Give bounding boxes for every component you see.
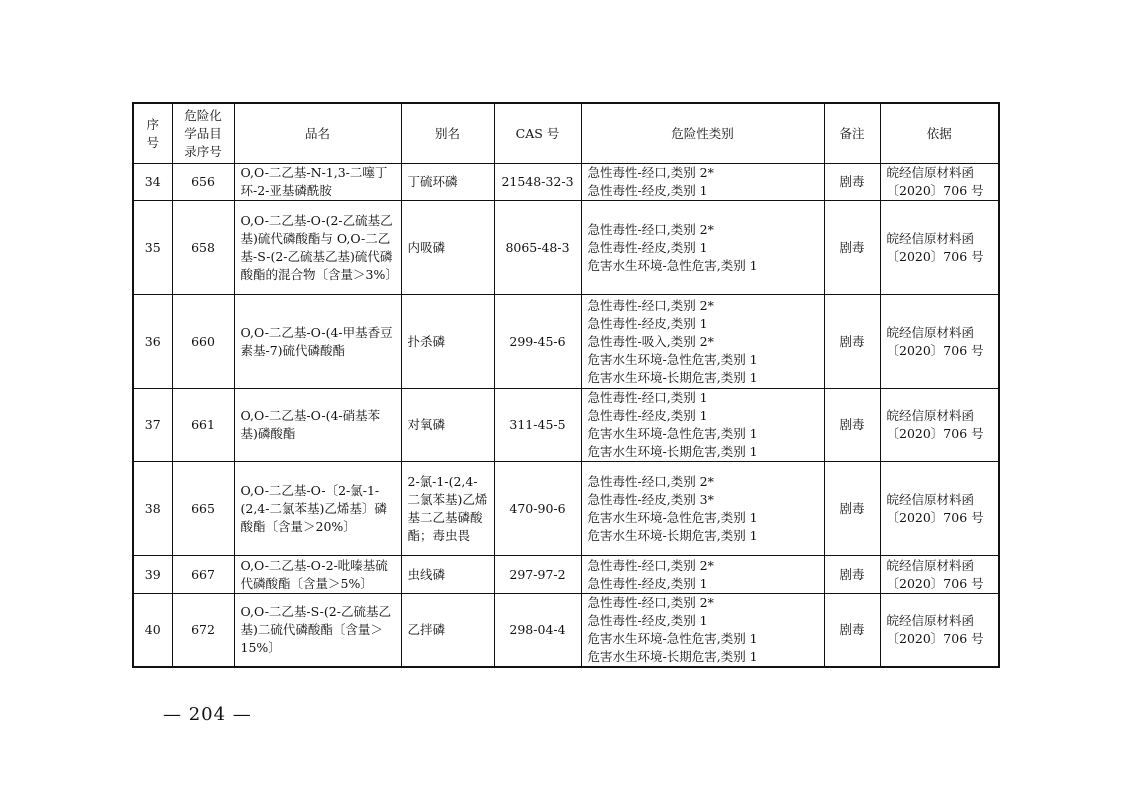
hazard-line: 危害水生环境-长期危害,类别 1 — [587, 649, 758, 664]
hazard-line: 急性毒性-经皮,类别 1 — [587, 575, 708, 591]
hazard-line: 危害水生环境-急性危害,类别 1 — [587, 631, 758, 646]
cell-basis: 皖经信原材料函〔2020〕706 号 — [880, 594, 999, 668]
cell-hazard — [581, 201, 824, 295]
cell-catalog-no: 665 — [172, 462, 234, 556]
cell-remark: 剧毒 — [824, 389, 880, 462]
hazard-line: 急性毒性-经口,类别 2* — [587, 221, 714, 237]
hazard-line: 急性毒性-经口,类别 2* — [587, 557, 714, 573]
cell-hazard — [581, 556, 824, 594]
cell-alias: 虫线磷 — [401, 556, 494, 594]
cell-catalog-no: 661 — [172, 389, 234, 462]
hazard-line: 急性毒性-经口,类别 1 — [587, 390, 708, 405]
cell-catalog-no: 658 — [172, 201, 234, 295]
chemical-table — [132, 102, 1000, 668]
hazard-line: 急性毒性-吸入,类别 2* — [587, 333, 714, 349]
cell-alias: 对氧磷 — [401, 389, 494, 462]
cell-name: O,O-二乙基-N-1,3-二噻丁环-2-亚基磷酰胺 — [234, 164, 401, 201]
cell-seq: 37 — [133, 389, 172, 462]
cell-name: O,O-二乙基-O-〔2-氯-1-(2,4-二氯苯基)乙烯基〕磷酸酯〔含量＞20%〕 — [234, 462, 401, 556]
cell-remark: 剧毒 — [824, 295, 880, 389]
cell-hazard — [581, 462, 824, 556]
cell-seq: 39 — [133, 556, 172, 594]
header-catalog-no: 危险化学品目录序号 — [172, 103, 234, 164]
cell-alias: 丁硫环磷 — [401, 164, 494, 201]
cell-basis: 皖经信原材料函〔2020〕706 号 — [880, 389, 999, 462]
hazard-line: 急性毒性-经皮,类别 1 — [587, 183, 708, 198]
hazard-line: 危害水生环境-长期危害,类别 1 — [587, 527, 758, 543]
cell-catalog-no: 667 — [172, 556, 234, 594]
cell-cas: 299-45-6 — [494, 295, 581, 389]
header-alias: 别名 — [401, 103, 494, 164]
table-body — [133, 164, 999, 668]
cell-remark: 剧毒 — [824, 201, 880, 295]
table-header-row — [133, 103, 999, 164]
hazard-line: 危害水生环境-长期危害,类别 1 — [587, 369, 758, 385]
cell-name: O,O-二乙基-O-(4-甲基香豆素基-7)硫代磷酸酯 — [234, 295, 401, 389]
page-number: — 204 — — [163, 704, 252, 725]
cell-cas: 297-97-2 — [494, 556, 581, 594]
hazard-line: 危害水生环境-长期危害,类别 1 — [587, 444, 758, 459]
cell-basis: 皖经信原材料函〔2020〕706 号 — [880, 164, 999, 201]
header-name: 品名 — [234, 103, 401, 164]
hazard-line: 急性毒性-经口,类别 2* — [587, 595, 714, 610]
cell-seq: 38 — [133, 462, 172, 556]
cell-cas: 8065-48-3 — [494, 201, 581, 295]
table-row — [133, 389, 999, 462]
table-row — [133, 164, 999, 201]
hazard-line: 急性毒性-经皮,类别 1 — [587, 239, 708, 255]
header-remark: 备注 — [824, 103, 880, 164]
hazard-line: 危害水生环境-急性危害,类别 1 — [587, 509, 758, 525]
cell-basis: 皖经信原材料函〔2020〕706 号 — [880, 295, 999, 389]
cell-alias: 内吸磷 — [401, 201, 494, 295]
table-row — [133, 295, 999, 389]
header-basis: 依据 — [880, 103, 999, 164]
table-row — [133, 556, 999, 594]
cell-hazard — [581, 164, 824, 201]
hazard-line: 危害水生环境-急性危害,类别 1 — [587, 351, 758, 367]
cell-seq: 36 — [133, 295, 172, 389]
cell-hazard — [581, 389, 824, 462]
header-cas: CAS 号 — [494, 103, 581, 164]
cell-cas: 311-45-5 — [494, 389, 581, 462]
hazard-line: 急性毒性-经口,类别 2* — [587, 165, 714, 180]
hazard-line: 危害水生环境-急性危害,类别 1 — [587, 257, 758, 273]
cell-name: O,O-二乙基-O-2-吡嗪基硫代磷酸酯〔含量＞5%〕 — [234, 556, 401, 594]
cell-alias: 扑杀磷 — [401, 295, 494, 389]
cell-remark: 剧毒 — [824, 164, 880, 201]
cell-alias: 乙拌磷 — [401, 594, 494, 668]
hazard-line: 急性毒性-经皮,类别 1 — [587, 315, 708, 331]
cell-basis: 皖经信原材料函〔2020〕706 号 — [880, 201, 999, 295]
cell-cas: 298-04-4 — [494, 594, 581, 668]
cell-cas: 470-90-6 — [494, 462, 581, 556]
cell-name: O,O-二乙基-S-(2-乙硫基乙基)二硫代磷酸酯〔含量＞15%〕 — [234, 594, 401, 668]
hazard-line: 急性毒性-经皮,类别 1 — [587, 408, 708, 423]
cell-seq: 35 — [133, 201, 172, 295]
cell-seq: 40 — [133, 594, 172, 668]
cell-name: O,O-二乙基-O-(4-硝基苯基)磷酸酯 — [234, 389, 401, 462]
cell-remark: 剧毒 — [824, 594, 880, 668]
cell-catalog-no: 660 — [172, 295, 234, 389]
hazard-line: 急性毒性-经口,类别 2* — [587, 473, 714, 489]
cell-seq: 34 — [133, 164, 172, 201]
cell-remark: 剧毒 — [824, 556, 880, 594]
cell-remark: 剧毒 — [824, 462, 880, 556]
header-hazard: 危险性类别 — [581, 103, 824, 164]
hazard-line: 急性毒性-经皮,类别 1 — [587, 613, 708, 628]
table-row — [133, 594, 999, 668]
hazard-line: 危害水生环境-急性危害,类别 1 — [587, 426, 758, 441]
table-row — [133, 201, 999, 295]
table-row — [133, 462, 999, 556]
cell-basis: 皖经信原材料函〔2020〕706 号 — [880, 556, 999, 594]
cell-hazard — [581, 594, 824, 668]
cell-catalog-no: 672 — [172, 594, 234, 668]
cell-catalog-no: 656 — [172, 164, 234, 201]
cell-basis: 皖经信原材料函〔2020〕706 号 — [880, 462, 999, 556]
hazard-line: 急性毒性-经口,类别 2* — [587, 297, 714, 313]
cell-cas: 21548-32-3 — [494, 164, 581, 201]
hazard-line: 急性毒性-经皮,类别 3* — [587, 491, 714, 507]
header-seq: 序号 — [133, 103, 172, 164]
cell-hazard — [581, 295, 824, 389]
cell-alias: 2-氯-1-(2,4-二氯苯基)乙烯基二乙基磷酸酯；毒虫畏 — [401, 462, 494, 556]
cell-name: O,O-二乙基-O-(2-乙硫基乙基)硫代磷酸酯与 O,O-二乙基-S-(2-乙硫基乙基)硫代磷酸酯的混合物〔含量＞3%〕 — [234, 201, 401, 295]
